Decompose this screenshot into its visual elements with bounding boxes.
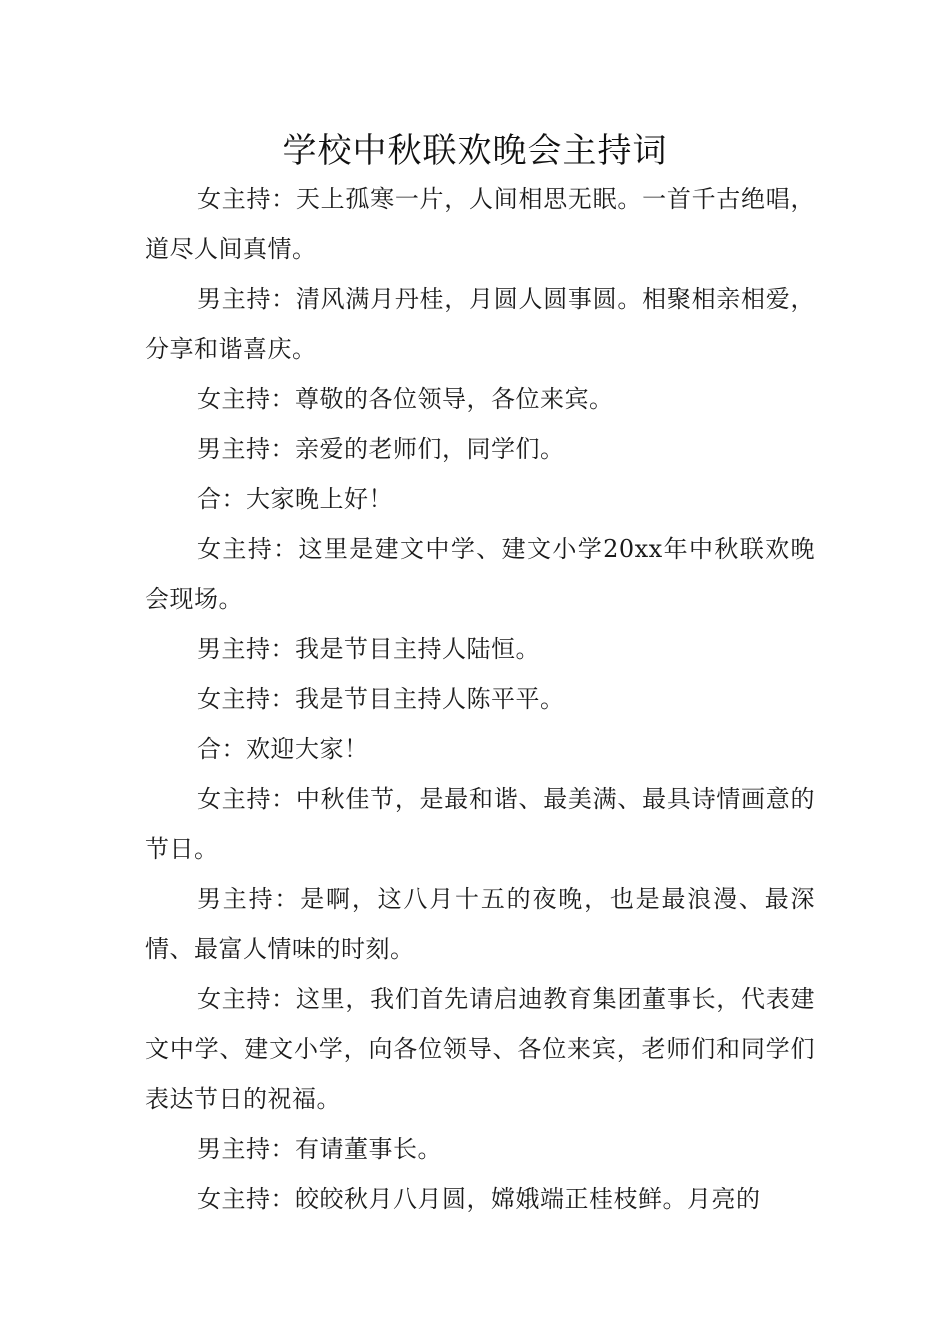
paragraph: 合：欢迎大家！ xyxy=(197,735,369,763)
document-title: 学校中秋联欢晚会主持词 xyxy=(282,131,668,171)
paragraph: 男主持：是啊，这八月十五的夜晚，也是最浪漫、最深情、最富人情味的时刻。 xyxy=(145,885,815,963)
paragraph: 女主持：这里是建文中学、建文小学20xx年中秋联欢晚会现场。 xyxy=(145,535,815,613)
document-body xyxy=(145,174,815,1224)
paragraph: 女主持：我是节目主持人陈平平。 xyxy=(197,685,565,713)
paragraph: 女主持：皎皎秋月八月圆，嫦娥端正桂枝鲜。月亮的 xyxy=(197,1185,761,1213)
paragraph: 合：大家晚上好！ xyxy=(197,485,393,513)
paragraph: 女主持：这里，我们首先请启迪教育集团董事长，代表建文中学、建文小学，向各位领导、各位来宾，老师们和同学们表达节日的祝福。 xyxy=(145,985,815,1113)
paragraph: 女主持：天上孤寒一片，人间相思无眠。一首千古绝唱，道尽人间真情。 xyxy=(145,185,815,263)
paragraph: 男主持：有请董事长。 xyxy=(197,1135,442,1163)
paragraph: 女主持：尊敬的各位领导，各位来宾。 xyxy=(197,385,614,413)
paragraph: 男主持：亲爱的老师们，同学们。 xyxy=(197,435,565,463)
paragraph: 女主持：中秋佳节，是最和谐、最美满、最具诗情画意的节日。 xyxy=(145,785,815,863)
paragraph: 男主持：我是节目主持人陆恒。 xyxy=(197,635,540,663)
paragraph: 男主持：清风满月丹桂，月圆人圆事圆。相聚相亲相爱，分享和谐喜庆。 xyxy=(145,285,815,363)
